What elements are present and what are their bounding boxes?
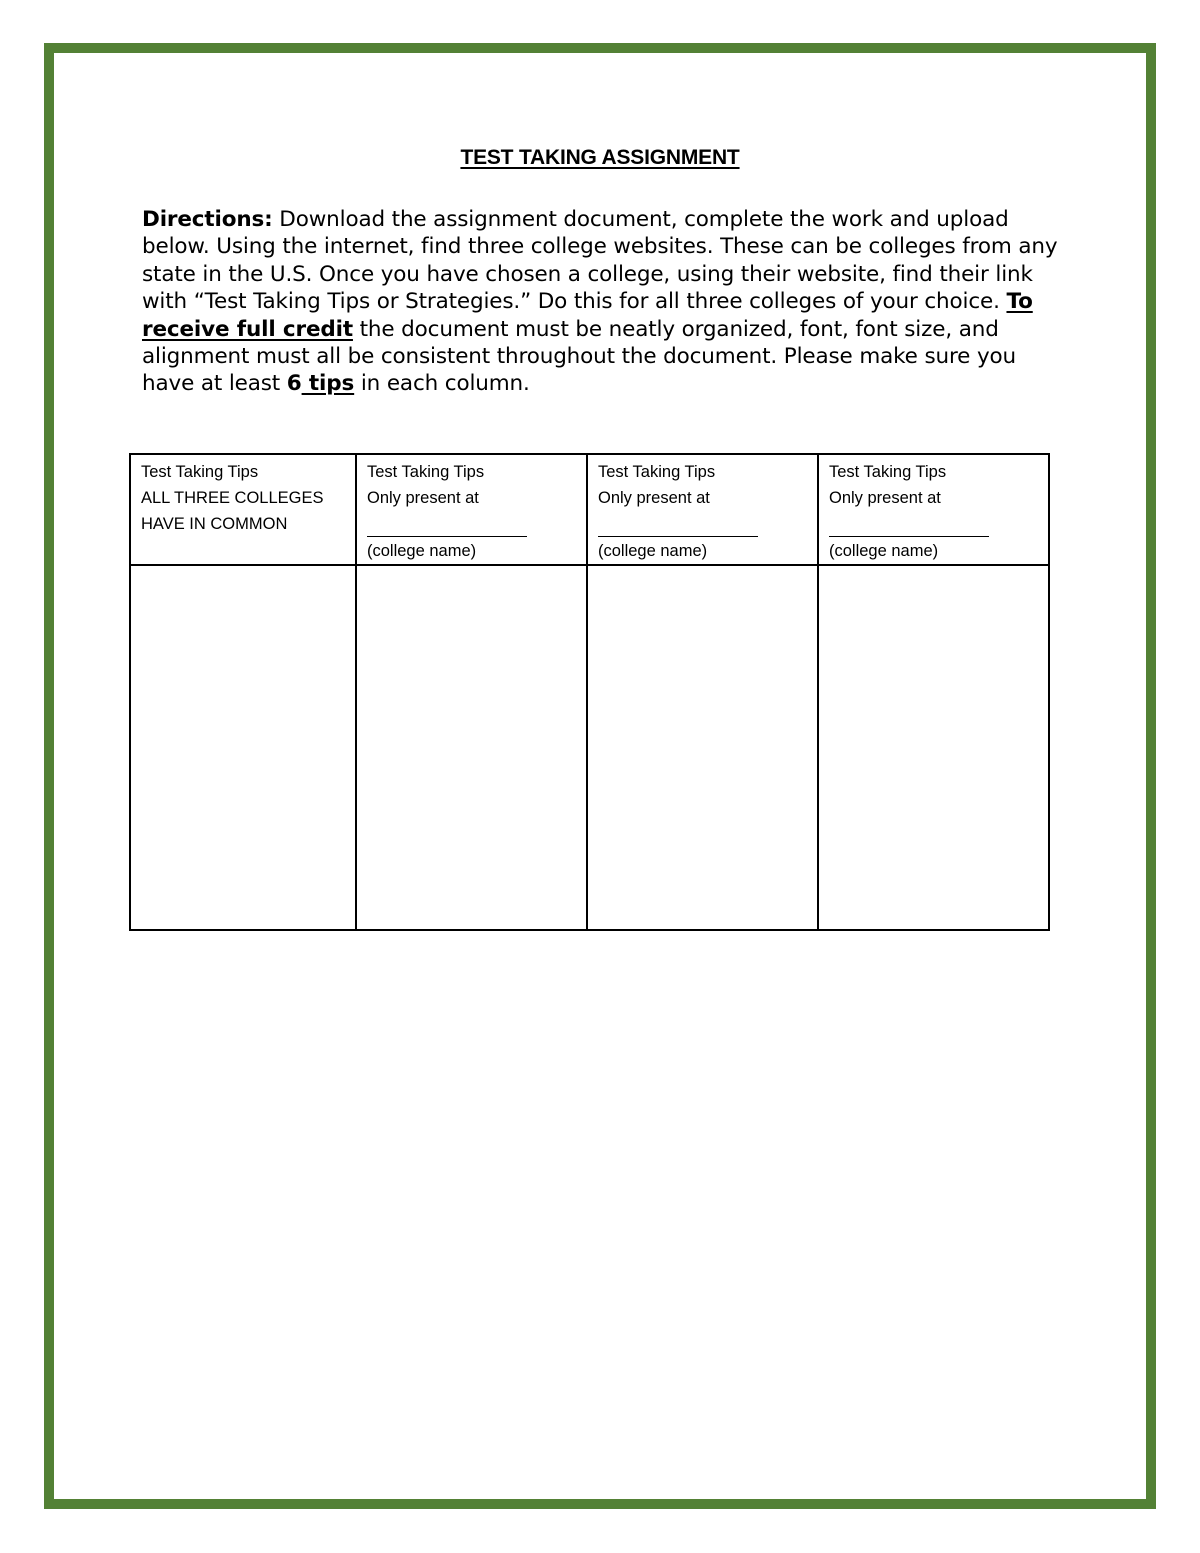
- tips-table: [129, 453, 1050, 931]
- college-name-blank: [598, 511, 758, 537]
- header-line: Only present at: [829, 489, 941, 507]
- directions-text-part3: in each column.: [354, 371, 530, 397]
- header-line: Test Taking Tips: [829, 463, 947, 481]
- header-line: Test Taking Tips: [367, 463, 485, 481]
- header-college-2: [587, 454, 818, 565]
- college-1-tips-cell: [356, 565, 587, 930]
- header-line: (college name): [598, 542, 708, 560]
- college-name-blank: [367, 511, 527, 537]
- college-name-blank: [829, 511, 989, 537]
- directions-paragraph: [142, 206, 1072, 398]
- header-line: Only present at: [367, 489, 479, 507]
- header-line: (college name): [367, 542, 477, 560]
- common-tips-cell: [130, 565, 356, 930]
- header-line: (college name): [829, 542, 939, 560]
- directions-label: Directions:: [142, 207, 273, 232]
- header-common-tips: [130, 454, 356, 565]
- header-line: Only present at: [598, 489, 710, 507]
- table-header-row: [130, 454, 1049, 565]
- header-college-1: [356, 454, 587, 565]
- college-3-tips-cell: [818, 565, 1049, 930]
- directions-text-part1: Download the assignment document, complete the work and upload below. Using the internet, find three college websites. These can be colleges from any state in the U.S. Once you have chosen a college, using their website, find their link with “Test Taking Tips or Strategies.” Do this for all three colleges of your choice.: [142, 207, 1058, 315]
- header-line: ALL THREE COLLEGES: [141, 489, 324, 507]
- header-line: Test Taking Tips: [598, 463, 716, 481]
- tips-word: tips: [301, 371, 355, 397]
- full-credit-emphasis: To receive full credit: [142, 289, 1033, 342]
- page-title: TEST TAKING ASSIGNMENT: [460, 146, 740, 169]
- header-line: HAVE IN COMMON: [141, 515, 288, 533]
- table-body-row: [130, 565, 1049, 930]
- tips-count: 6: [286, 371, 302, 397]
- header-line: Test Taking Tips: [141, 463, 259, 481]
- directions-text-part2: the document must be neatly organized, font, font size, and alignment must all be consistent throughout the document. Please make sure you have at least: [142, 316, 1016, 397]
- college-2-tips-cell: [587, 565, 818, 930]
- header-college-3: [818, 454, 1049, 565]
